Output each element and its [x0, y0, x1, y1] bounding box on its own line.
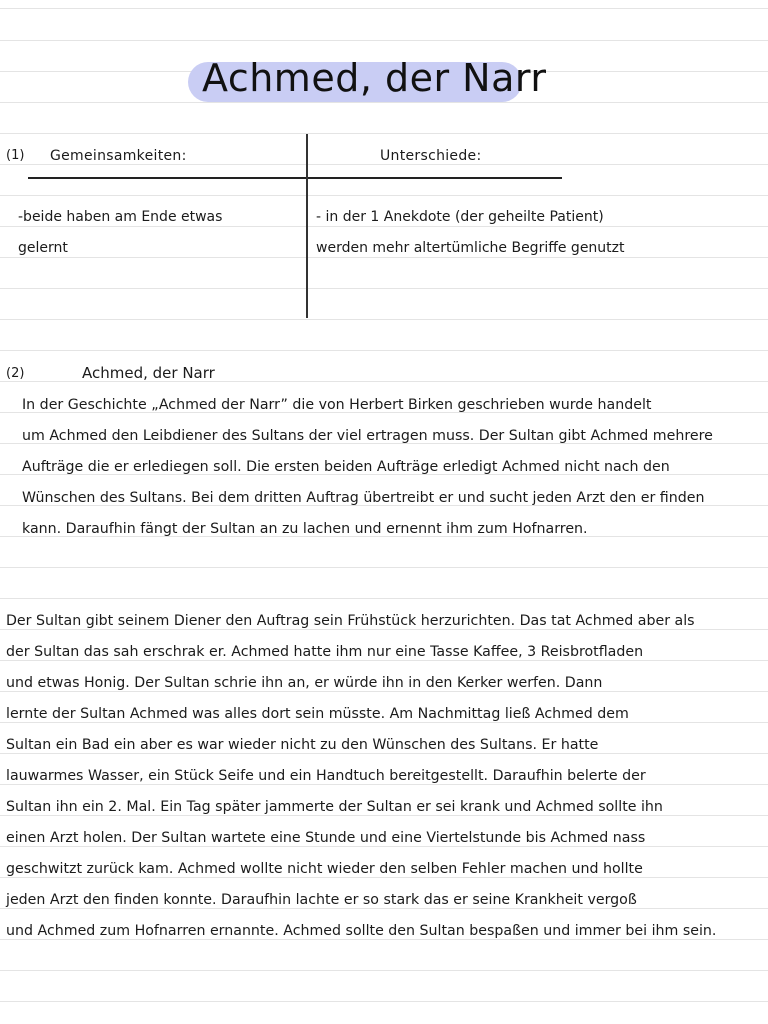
- text-line: Der Sultan gibt seinem Diener den Auftrag sein Frühstück herzurichten. Das tat Achmed aber als: [6, 613, 695, 629]
- text-line: und etwas Honig. Der Sultan schrie ihn an, er würde ihn in den Kerker werfen. Dann: [6, 675, 603, 691]
- cell-line: werden mehr altertümliche Begriffe genutzt: [316, 240, 625, 256]
- text-line: lauwarmes Wasser, ein Stück Seife und ein Handtuch bereitgestellt. Daraufhin belerte der: [6, 768, 646, 784]
- right-column-header: Unterschiede:: [380, 148, 482, 164]
- page-title: Achmed, der Narr: [202, 56, 547, 100]
- text-line: In der Geschichte „Achmed der Narr” die von Herbert Birken geschrieben wurde handelt: [22, 397, 652, 413]
- text-line: Wünschen des Sultans. Bei dem dritten Auftrag übertreibt er und sucht jeden Arzt den er finden: [22, 490, 705, 506]
- story-paragraph: [6, 606, 764, 947]
- text-line: geschwitzt zurück kam. Achmed wollte nicht wieder den selben Fehler machen und hollte: [6, 861, 643, 877]
- right-column-cell: [316, 202, 756, 264]
- cell-line: -beide haben am Ende etwas: [18, 209, 223, 225]
- text-line: Sultan ihn ein 2. Mal. Ein Tag später jammerte der Sultan er sei krank und Achmed sollte ihn: [6, 799, 663, 815]
- text-line: einen Arzt holen. Der Sultan wartete eine Stunde und eine Viertelstunde bis Achmed nass: [6, 830, 646, 846]
- section-2-subtitle: Achmed, der Narr: [82, 364, 215, 382]
- summary-paragraph: [22, 390, 762, 545]
- text-line: Aufträge die er erlediegen soll. Die ersten beiden Aufträge erledigt Achmed nicht nach den: [22, 459, 670, 475]
- text-line: Sultan ein Bad ein aber es war wieder nicht zu den Wünschen des Sultans. Er hatte: [6, 737, 599, 753]
- section-2-number: (2): [6, 366, 25, 381]
- section-1-number: (1): [6, 148, 25, 163]
- text-line: jeden Arzt den finden konnte. Daraufhin lachte er so stark das er seine Krankheit vergoß: [6, 892, 637, 908]
- text-line: und Achmed zum Hofnarren ernannte. Achmed sollte den Sultan bespaßen und immer bei ihm sein.: [6, 923, 717, 939]
- table-column-divider: [306, 134, 308, 318]
- text-line: um Achmed den Leibdiener des Sultans der viel ertragen muss. Der Sultan gibt Achmed mehrere: [22, 428, 713, 444]
- left-column-header: Gemeinsamkeiten:: [50, 148, 187, 164]
- left-column-cell: [18, 202, 298, 264]
- cell-line: gelernt: [18, 240, 68, 256]
- text-line: kann. Daraufhin fängt der Sultan an zu lachen und ernennt ihm zum Hofnarren.: [22, 521, 588, 537]
- text-line: lernte der Sultan Achmed was alles dort sein müsste. Am Nachmittag ließ Achmed dem: [6, 706, 629, 722]
- cell-line: - in der 1 Anekdote (der geheilte Patient): [316, 209, 604, 225]
- text-line: der Sultan das sah erschrak er. Achmed hatte ihm nur eine Tasse Kaffee, 3 Reisbrotfladen: [6, 644, 644, 660]
- table-header-rule: [28, 177, 562, 179]
